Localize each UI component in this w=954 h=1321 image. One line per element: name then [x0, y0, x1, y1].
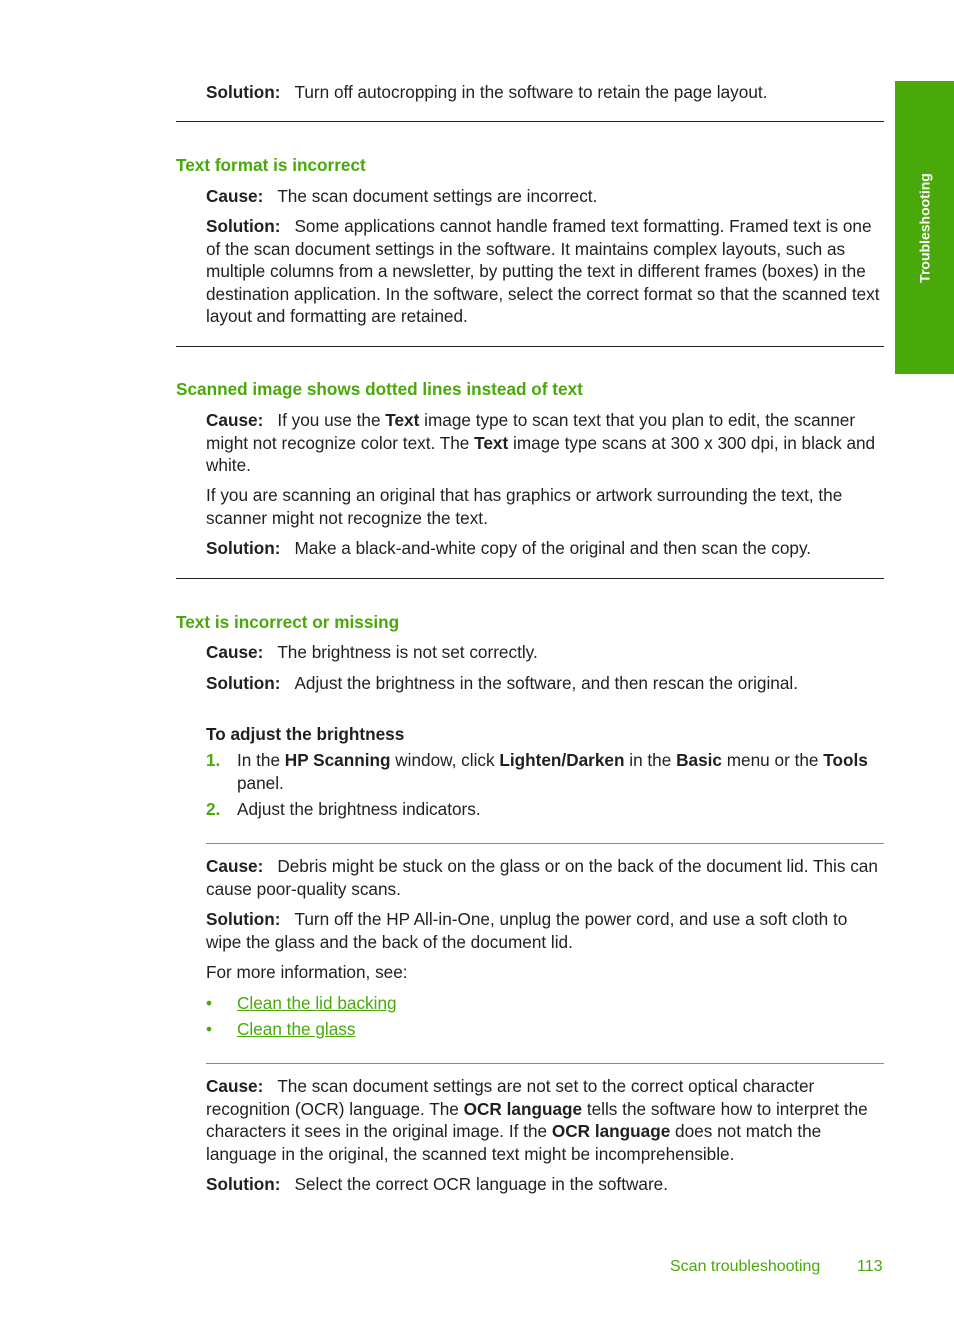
cause-text: Cause: Debris might be stuck on the glass or on the back of the document lid. This can cause poor-quality scans. — [206, 856, 878, 899]
solution-text: Solution: Make a black-and-white copy of the original and then scan the copy. — [206, 538, 812, 558]
bullet-icon: • — [206, 993, 213, 1013]
footer-section-name: Scan troubleshooting — [670, 1258, 821, 1275]
link-clean-glass[interactable]: Clean the glass — [237, 1019, 356, 1039]
subsection-divider — [206, 1063, 884, 1064]
cause-text: Cause: The scan document settings are incorrect. — [206, 186, 598, 206]
cause-text: Cause: The scan document settings are not set to the correct optical character recognition (OCR) language. The OCR language tells the software how to interpret the characters it sees in the original image. If the OCR language does not match the language in the original, the scanned text might be incomprehensible. — [206, 1076, 868, 1164]
side-tab-label: Troubleshooting — [916, 172, 933, 283]
step-text: Adjust the brightness indicators. — [237, 799, 481, 819]
section-divider — [176, 578, 884, 579]
section-divider — [176, 346, 884, 347]
more-info-text: For more information, see: — [206, 962, 408, 982]
cause-text: Cause: The brightness is not set correctly. — [206, 642, 538, 662]
intro-solution: Solution: Turn off autocropping in the software to retain the page layout. — [206, 82, 768, 102]
step-text: In the HP Scanning window, click Lighten/Darken in the Basic menu or the Tools panel. — [237, 750, 868, 793]
footer-page-number: 113 — [857, 1258, 883, 1275]
procedure-title: To adjust the brightness — [206, 724, 405, 744]
bullet-icon: • — [206, 1019, 213, 1039]
body-paragraph: If you are scanning an original that has graphics or artwork surrounding the text, the scanner might not recognize the text. — [206, 485, 843, 528]
solution-text: Solution: Some applications cannot handle framed text formatting. Framed text is one of the scan document settings in the software. It maintains complex layouts, such as multiple columns from a newsletter, by putting the text in different frames (boxes) in the destination application. In the software, select the correct format so that the scanned text layout and formatting are retained. — [206, 216, 880, 327]
section-heading-text-incorrect: Text is incorrect or missing — [176, 612, 400, 632]
step-number: 1. — [206, 750, 221, 770]
solution-text: Solution: Select the correct OCR language in the software. — [206, 1174, 669, 1194]
subsection-divider — [206, 843, 884, 844]
solution-text: Solution: Adjust the brightness in the software, and then rescan the original. — [206, 673, 798, 693]
section-divider — [176, 121, 884, 122]
section-heading-text-format: Text format is incorrect — [176, 155, 366, 175]
section-heading-dotted-lines: Scanned image shows dotted lines instead of text — [176, 379, 583, 399]
link-clean-lid-backing[interactable]: Clean the lid backing — [237, 993, 397, 1013]
cause-text: Cause: If you use the Text image type to scan text that you plan to edit, the scanner might not recognize color text. The Text image type scans at 300 x 300 dpi, in black and white. — [206, 410, 876, 476]
solution-text: Solution: Turn off the HP All-in-One, unplug the power cord, and use a soft cloth to wipe the glass and the back of the document lid. — [206, 909, 848, 952]
section-side-tab — [895, 81, 954, 374]
step-number: 2. — [206, 799, 221, 819]
